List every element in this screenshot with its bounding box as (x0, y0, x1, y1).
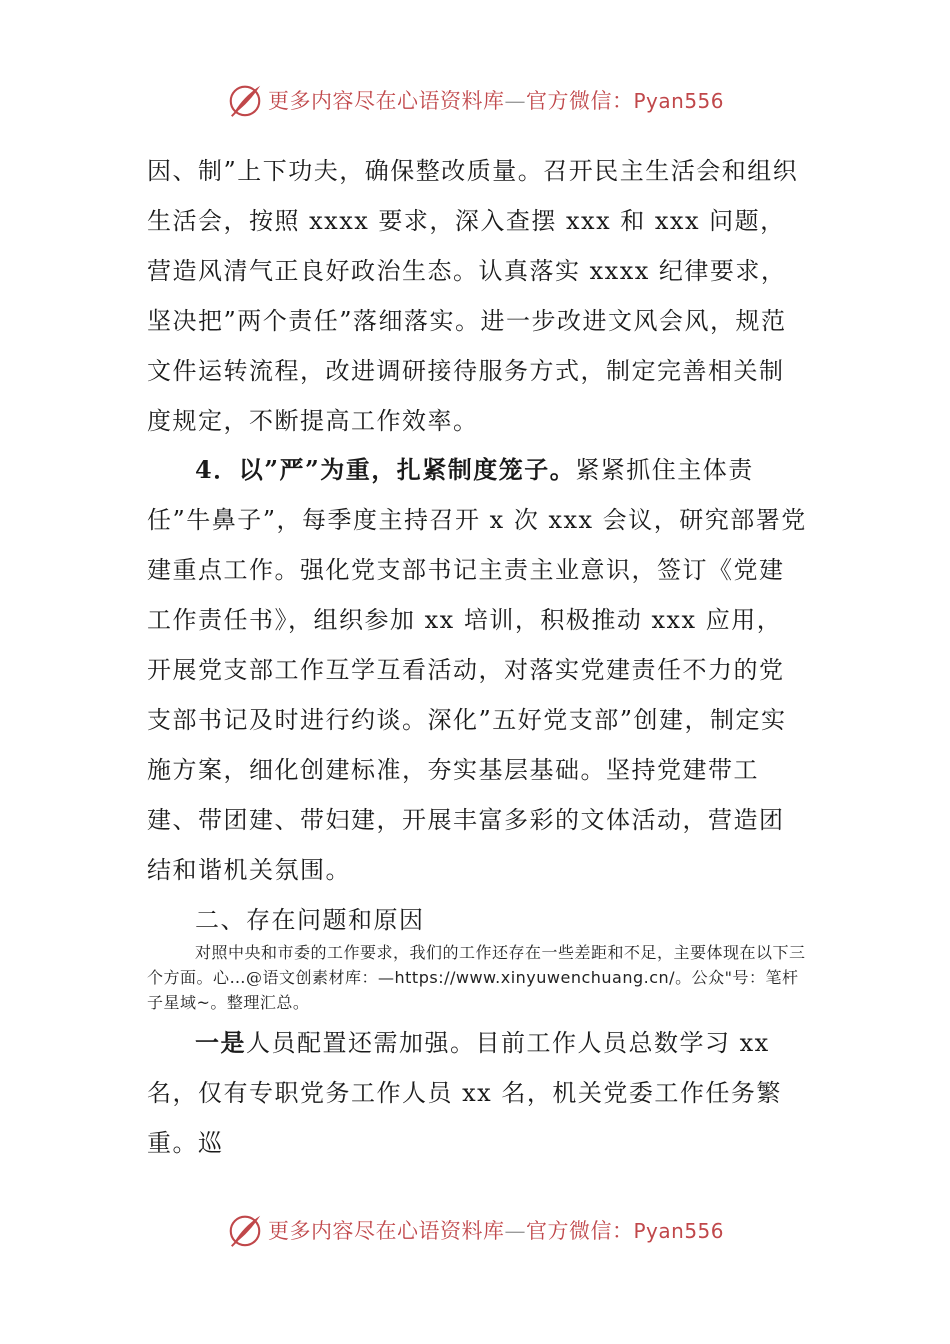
point-one-label: 一是 (195, 1028, 246, 1057)
banner-text: 更多内容尽在心语资料库—官方微信：Pyan556 (267, 1219, 724, 1243)
paragraph-3-text: 人员配置还需加强。目前工作人员总数学习 xx 名，仅有专职党务工作人员 xx 名，机关党委工作任务繁重。巡 (147, 1029, 782, 1157)
header-watermark-banner (0, 80, 950, 120)
footer-watermark-banner (0, 1210, 950, 1250)
paragraph-2-text: 紧紧抓住主体责任”牛鼻子”，每季度主持召开 x 次 xxx 会议，研究部署党建重点工作。强化党支部书记主责主业意识，签订《党建工作责任书》，组织参加 xx 培训，积极推动 xxx 应用，开展党支部工作互学互看活动，对落实党建责任不力的党支部书记及时进行约谈。深化”五好党支部”创建，制定实施方案，细化创建标准，夯实基层基础。坚持党建带工建、带团建、带妇建，开展丰富多彩的文体活动，营造团结和谐机关氛围。 (147, 456, 807, 884)
section-heading: 二、存在问题和原因 (195, 906, 425, 934)
quill-seal-icon (226, 1211, 264, 1249)
paragraph-2 (147, 445, 807, 895)
paragraph-3 (147, 1018, 807, 1168)
paragraph-1: 因、制”上下功夫，确保整改质量。召开民主生活会和组织生活会，按照 xxxx 要求，深入查摆 xxx 和 xxx 问题，营造风清气正良好政治生态。认真落实 xxxx 纪律要求，坚决把”两个责任”落细落实。进一步改进文风会风，规范文件运转流程，改进调研接待服务方式，制定完善相关制度规定，不断提高工作效率。 (147, 157, 799, 435)
quill-seal-icon (226, 81, 264, 119)
source-url: https://www.xinyuwenchuang.cn/ (394, 968, 676, 987)
banner-text: 更多内容尽在心语资料库—官方微信：Pyan556 (267, 89, 724, 113)
section-4-title: 4．以”严”为重，扎紧制度笼子。 (195, 455, 576, 484)
inserted-note: 对照中央和市委的工作要求，我们的工作还存在一些差距和不足，主要体现在以下三个方面。心…@语文创素材库：—https://www.xinyuwenchuang.cn/。公众"号：笔杆子星域~。整理汇总。 (147, 943, 806, 1012)
